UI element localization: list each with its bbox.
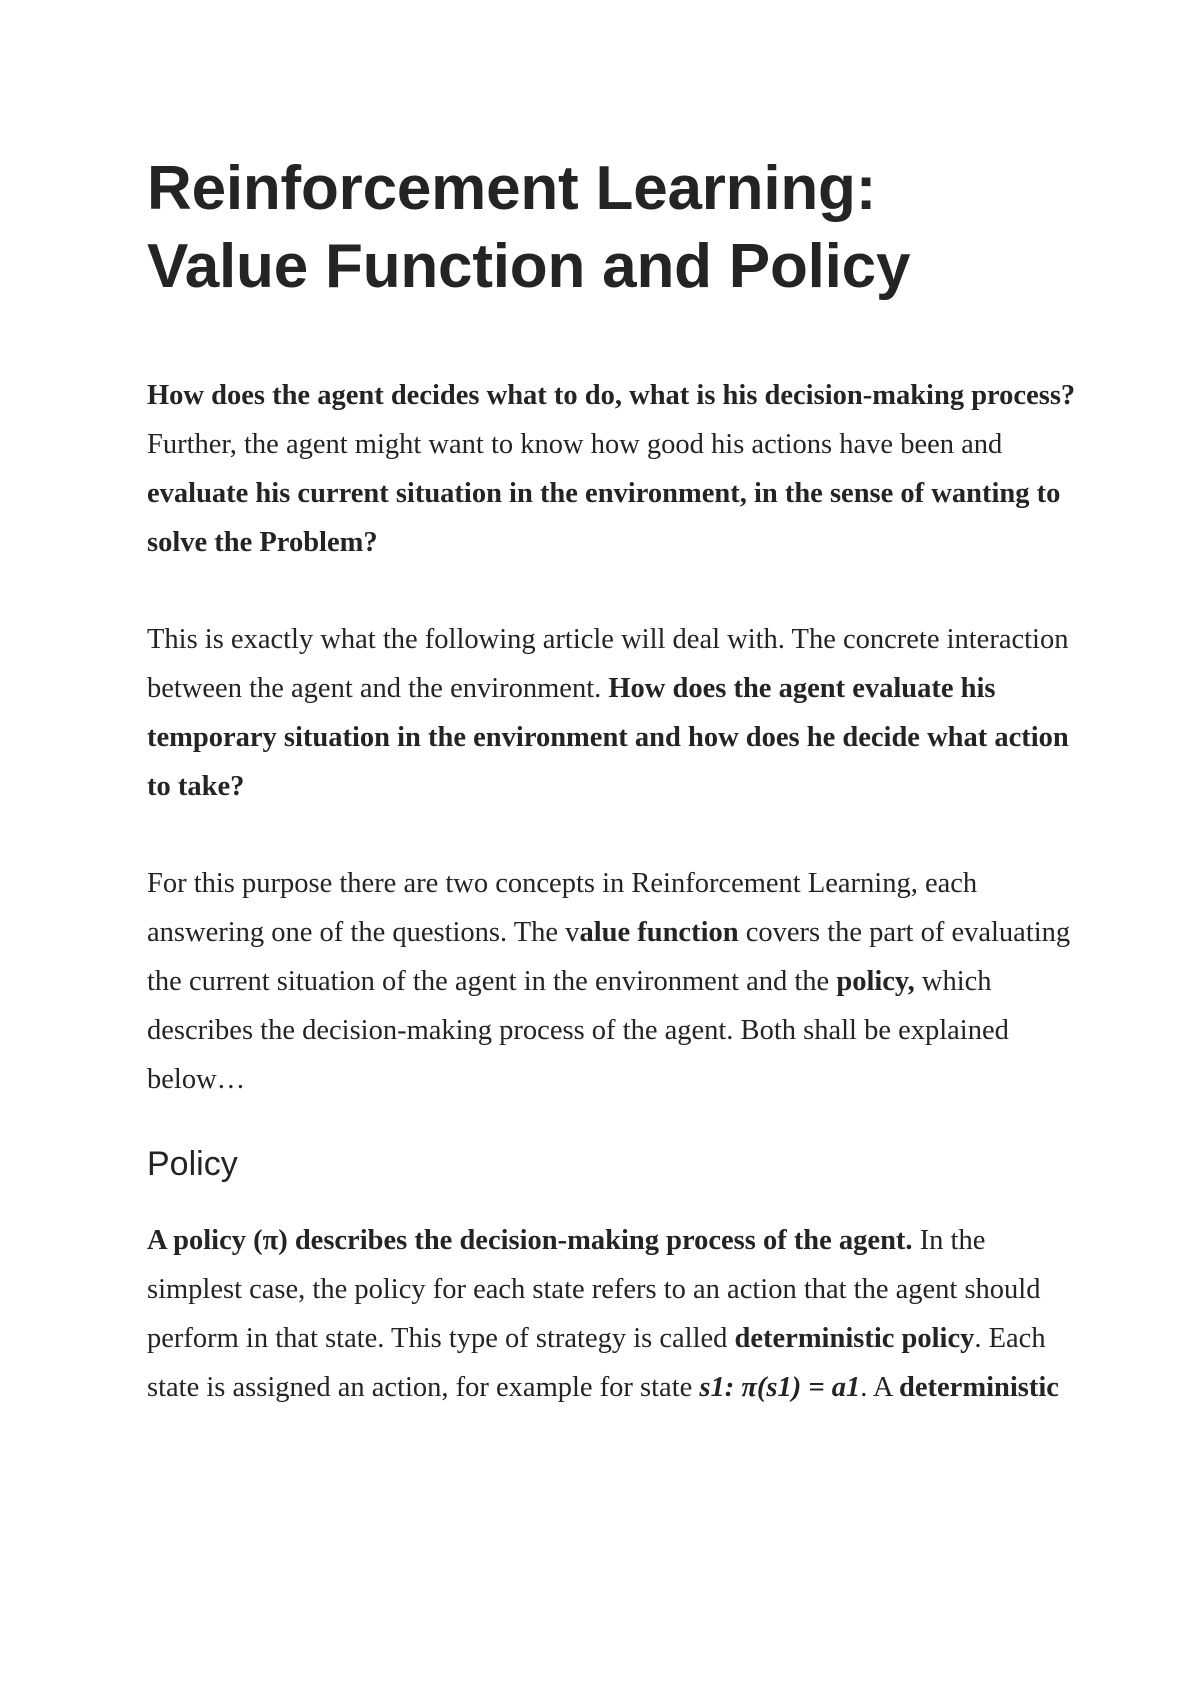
policy-term: policy, <box>836 966 915 997</box>
deterministic-term: deterministic <box>899 1372 1059 1403</box>
value-function-term: alue function <box>579 917 739 948</box>
second-paragraph <box>147 615 1077 811</box>
title-line-1: Reinforcement Learning: <box>147 154 877 223</box>
section-heading-policy: Policy <box>147 1145 238 1183</box>
policy-text-1: In the simplest case, the policy for each state refers to an action that the agent should perform in that state. This type of strategy is called <box>147 1225 1041 1354</box>
intro-bold-question: How does the agent decides what to do, what is his decision-making process? <box>147 380 1076 411</box>
third-text-2: covers the part of evaluating the current situation of the agent in the environment and the <box>147 917 1071 997</box>
policy-text-3: . A <box>860 1372 900 1403</box>
third-text-3: which describes the decision-making process of the agent. Both shall be explained below… <box>147 966 1009 1095</box>
policy-paragraph <box>147 1216 1077 1412</box>
policy-formula-italic: s1: π(s1) = a1 <box>699 1372 861 1403</box>
second-text: This is exactly what the following article will deal with. The concrete interaction between the agent and the environment. <box>147 624 1069 704</box>
article-title <box>147 150 1077 306</box>
third-text-1: For this purpose there are two concepts in Reinforcement Learning, each answering one of the questions. The v <box>147 868 978 948</box>
intro-bold-evaluate: evaluate his current situation in the environment, in the sense of wanting to solve the Problem? <box>147 478 1061 558</box>
article <box>147 150 1077 1412</box>
intro-text: Further, the agent might want to know how good his actions have been and <box>147 429 1003 460</box>
policy-definition: A policy (π) describes the decision-making process of the agent. <box>147 1225 913 1256</box>
deterministic-policy-term: deterministic policy <box>734 1323 975 1354</box>
second-bold-question: How does the agent evaluate his temporary situation in the environment and how does he decide what action to take? <box>147 673 1069 802</box>
policy-text-2: . Each state is assigned an action, for example for state <box>147 1323 1046 1403</box>
third-paragraph <box>147 859 1077 1104</box>
policy-formula <box>699 1372 860 1403</box>
title-line-2: Value Function and Policy <box>147 232 911 301</box>
intro-paragraph <box>147 371 1077 567</box>
